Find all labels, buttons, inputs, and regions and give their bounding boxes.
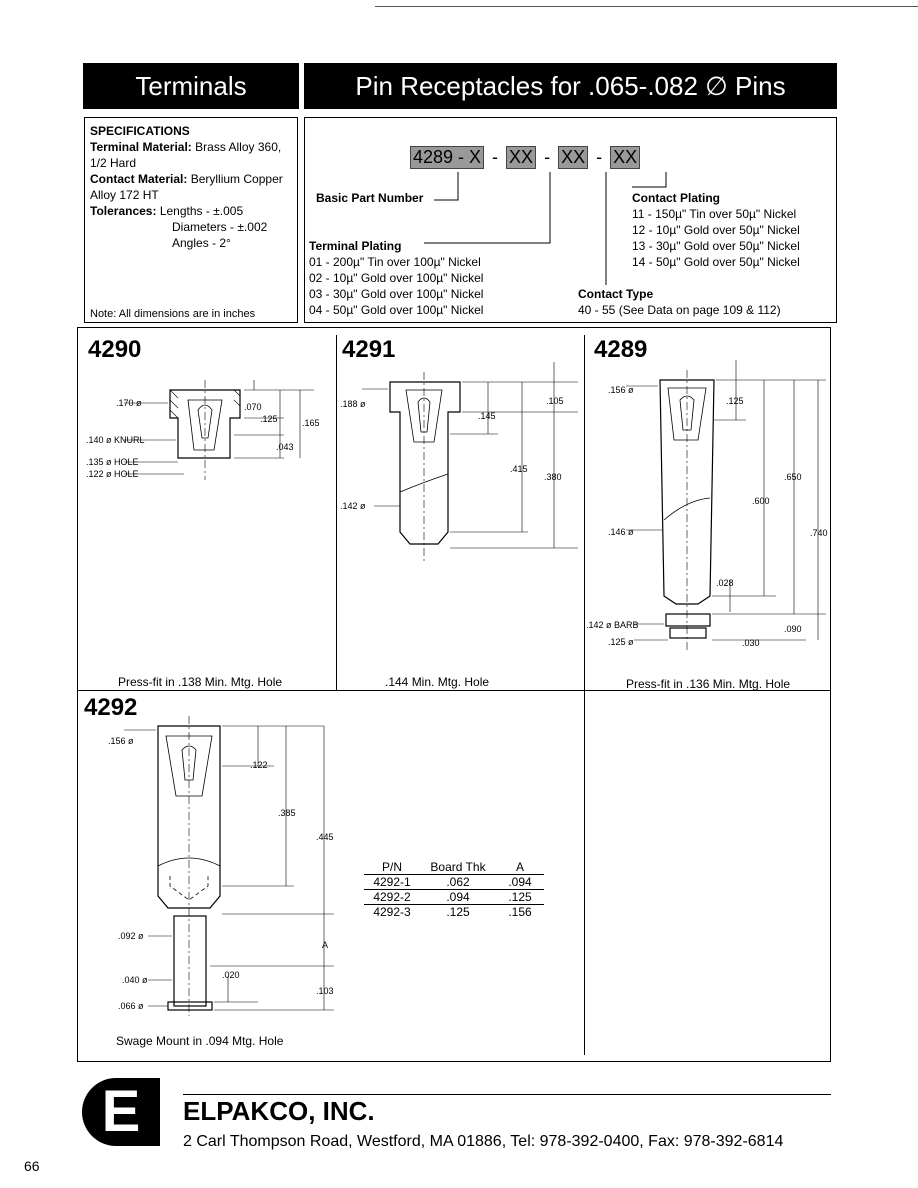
contact-type-label: Contact Type — [578, 287, 654, 301]
dim-label: .188 ø — [340, 399, 366, 409]
terminal-material-label: Terminal Material: — [90, 140, 192, 154]
terminal-plating-list — [309, 254, 483, 318]
dimensions-note: Note: All dimensions are in inches — [90, 308, 256, 320]
code-dash-2: - — [544, 147, 551, 167]
dim-label: .170 ø — [116, 398, 142, 408]
table-cell: .062 — [446, 875, 470, 889]
code-seg-terminal: XX — [506, 146, 536, 169]
table-row — [364, 875, 544, 890]
company-logo — [82, 1078, 160, 1146]
company-address: 2 Carl Thompson Road, Westford, MA 01886, Tel: 978-392-0400, Fax: 978-392-6814 — [183, 1133, 784, 1150]
dim-label: .125 — [726, 396, 744, 406]
part-title-4289: 4289 — [594, 336, 648, 363]
drawing-4290 — [84, 370, 324, 500]
tolerances-label: Tolerances: — [90, 204, 157, 218]
specs-heading: SPECIFICATIONS — [90, 124, 190, 138]
dim-label: .156 ø — [608, 385, 634, 395]
dim-label: .145 — [478, 411, 496, 421]
contact-plating-list — [632, 206, 800, 270]
dim-label: .142 ø — [340, 501, 366, 511]
col-divider-1 — [336, 335, 337, 690]
dim-label: .066 ø — [118, 1001, 144, 1011]
dim-label: .125 ø — [608, 637, 634, 647]
table-row — [364, 890, 544, 905]
dim-label: .142 ø BARB — [586, 620, 639, 630]
contact-material-value: Beryllium Copper Alloy 172 HT — [90, 172, 283, 202]
drawing-4292 — [84, 716, 344, 1026]
company-name: ELPAKCO, INC. — [183, 1096, 375, 1126]
section-header — [83, 63, 299, 109]
dim-label: .028 — [716, 578, 734, 588]
table-header-cell: P/N — [381, 860, 402, 874]
caption-4289: Press-fit in .136 Min. Mtg. Hole — [626, 677, 791, 691]
dim-label: .146 ø — [608, 527, 634, 537]
logo-letter: E — [101, 1079, 141, 1144]
table-header-cell: Board Thk — [430, 860, 486, 874]
section-title: Terminals — [135, 70, 247, 101]
contact-plating-label: Contact Plating — [632, 191, 721, 205]
dim-label: .385 — [278, 808, 296, 818]
terminal-material-value: Brass Alloy 360, 1/2 Hard — [90, 140, 282, 170]
dim-label: .092 ø — [118, 931, 144, 941]
dim-label: .740 — [810, 528, 828, 538]
part-title-4292: 4292 — [84, 694, 138, 721]
code-seg-base: 4289 - X — [410, 146, 484, 169]
dim-label: .020 — [222, 970, 240, 980]
dim-label: .380 — [544, 472, 562, 482]
dim-label: .070 — [244, 402, 262, 412]
dim-label: .040 ø — [122, 975, 148, 985]
contact-plating-option: 11 - 150µ" Tin over 50µ" Nickel — [632, 207, 797, 221]
dim-label: .135 ø HOLE — [86, 457, 139, 467]
dim-label: .122 — [250, 760, 268, 770]
table-cell: .125 — [446, 905, 470, 919]
dim-label: .122 ø HOLE — [86, 469, 139, 479]
footer-rule — [183, 1094, 831, 1095]
caption-4290: Press-fit in .138 Min. Mtg. Hole — [118, 675, 283, 689]
page-title: Pin Receptacles for .065-.082 ∅ Pins — [355, 70, 786, 101]
contact-material-label: Contact Material: — [90, 172, 188, 186]
board-table — [364, 860, 544, 919]
table-header-cell: A — [515, 860, 524, 874]
page-header — [304, 63, 837, 109]
code-seg-contact-plating: XX — [610, 146, 640, 169]
drawing-4289 — [586, 360, 830, 660]
code-dash-3: - — [596, 147, 603, 167]
part-title-4291: 4291 — [342, 336, 396, 363]
drawing-4291 — [338, 362, 578, 572]
terminal-plating-option: 01 - 200µ" Tin over 100µ" Nickel — [309, 255, 481, 269]
table-cell: .094 — [508, 875, 532, 889]
dim-label: .600 — [752, 496, 770, 506]
dim-label: .043 — [276, 442, 294, 452]
table-cell: .125 — [508, 890, 532, 904]
terminal-plating-option: 02 - 10µ" Gold over 100µ" Nickel — [309, 271, 484, 285]
contact-plating-option: 14 - 50µ" Gold over 50µ" Nickel — [632, 255, 800, 269]
page-number: 66 — [24, 1158, 40, 1174]
dim-label: .103 — [316, 986, 334, 996]
contact-plating-option: 12 - 10µ" Gold over 50µ" Nickel — [632, 223, 800, 237]
dim-label: .415 — [510, 464, 528, 474]
contact-plating-option: 13 - 30µ" Gold over 50µ" Nickel — [632, 239, 800, 253]
caption-4292: Swage Mount in .094 Mtg. Hole — [116, 1034, 284, 1048]
table-cell: 4292-2 — [373, 890, 411, 904]
caption-4291: .144 Min. Mtg. Hole — [385, 675, 490, 689]
code-dash-1: - — [492, 147, 499, 167]
contact-type-value: 40 - 55 (See Data on page 109 & 112) — [578, 303, 781, 317]
terminal-plating-label: Terminal Plating — [309, 239, 402, 253]
table-cell: .156 — [508, 905, 532, 919]
basic-part-label: Basic Part Number — [316, 191, 424, 205]
specifications-box — [84, 117, 298, 323]
dim-label: .030 — [742, 638, 760, 648]
dim-label: .650 — [784, 472, 802, 482]
dim-label: A — [322, 940, 329, 950]
top-rule — [375, 6, 918, 7]
table-cell: .094 — [446, 890, 470, 904]
table-cell: 4292-1 — [373, 875, 411, 889]
dim-label: .165 — [302, 418, 320, 428]
table-row — [364, 905, 544, 919]
terminal-plating-option: 04 - 50µ" Gold over 100µ" Nickel — [309, 303, 484, 317]
tol-angles: Angles - 2° — [172, 236, 231, 250]
dim-label: .105 — [546, 396, 564, 406]
board-table-header — [364, 860, 544, 875]
dim-label: .125 — [260, 414, 278, 424]
terminal-plating-option: 03 - 30µ" Gold over 100µ" Nickel — [309, 287, 484, 301]
tol-diameters: Diameters - ±.002 — [172, 220, 268, 234]
table-cell: 4292-3 — [373, 905, 411, 919]
col-divider-2 — [584, 335, 585, 1055]
part-title-4290: 4290 — [88, 336, 142, 363]
dim-label: .445 — [316, 832, 334, 842]
dim-label: .140 ø KNURL — [86, 435, 145, 445]
dim-label: .090 — [784, 624, 802, 634]
code-seg-contact-type: XX — [558, 146, 588, 169]
tol-lengths: Lengths - ±.005 — [159, 204, 244, 218]
dim-label: .156 ø — [108, 736, 134, 746]
